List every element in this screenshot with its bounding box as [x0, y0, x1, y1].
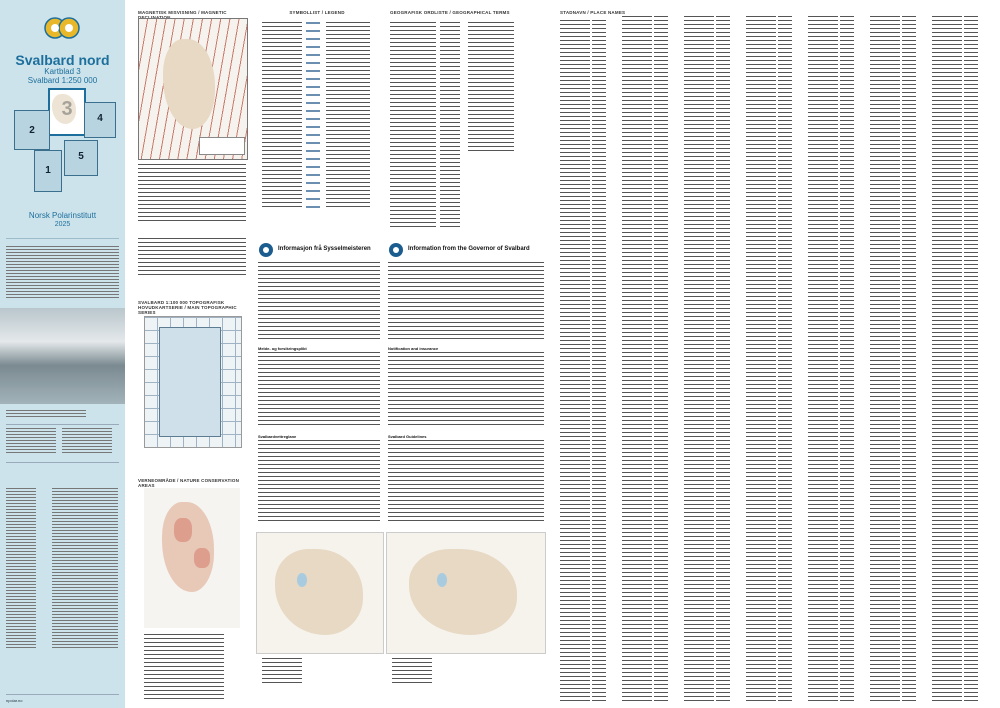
polar-institute-logo-icon: [44, 16, 80, 40]
topographic-series-panel: [138, 300, 248, 460]
svalbard-map-en: [386, 532, 546, 654]
sheet-1: 1: [34, 150, 62, 192]
info-title-en: Information from the Governor of Svalbard: [408, 246, 530, 252]
info-panel-norwegian: [256, 240, 382, 704]
sheet-2: 2: [14, 110, 50, 150]
cover-title: Svalbard nord: [15, 52, 110, 68]
cover-panel: [0, 0, 125, 708]
info-panel-english: [386, 240, 546, 704]
legend-title: SYMBOLLIST / LEGEND: [289, 10, 345, 15]
info-title-no: Informasjon frå Sysselmeisteren: [278, 246, 371, 252]
publisher-name: Norsk Polarinstitutt: [28, 211, 97, 220]
publication-year: 2025: [54, 221, 71, 228]
legend-panel: [262, 10, 372, 230]
section-title-en-1: Notification and insurance: [388, 346, 439, 351]
governor-badge-icon: [388, 242, 404, 258]
address-block: [6, 428, 56, 454]
sheet-4: 4: [84, 102, 116, 138]
logo: [44, 16, 80, 40]
gazetteer-title: GEOGRAFISK ORDLISTE / GEOGRAPHICAL TERMS: [390, 10, 510, 15]
svalbard-map-no: [256, 532, 384, 654]
conservation-panel: [138, 478, 248, 704]
magnetic-declination-title: MAGNETISK MISVISNING / MAGNETIC: [138, 10, 227, 15]
intro-text-block: [6, 246, 119, 300]
governor-badge-icon: [258, 242, 274, 258]
place-names-title: STADNAVN / PLACE NAMES: [560, 10, 626, 15]
section-title-no-1: Melde- og forsikringsplikt: [258, 346, 307, 351]
sheet-index: [10, 88, 118, 200]
sheet-5: 5: [64, 140, 98, 176]
place-names-panel: [560, 8, 996, 704]
section-title-no-2: Svalbardvettreglane: [258, 434, 297, 439]
magnetic-declination-panel: [138, 10, 246, 230]
conservation-map: [144, 488, 240, 628]
cover-photo: [0, 308, 125, 404]
cover-subtitle: Kartblad 3: [44, 67, 81, 76]
map-info-block: [6, 488, 36, 648]
cover-scale: Svalbard 1:250 000: [27, 76, 98, 85]
section-title-en-2: Svalbard Guidelines: [388, 434, 427, 439]
topographic-index-map: [144, 316, 242, 448]
topographic-series-title: SVALBARD 1:100 000 TOPOGRAFISK HOVUDKARTSERIE / MAIN TOPOGRAPHIC SERIES: [138, 300, 237, 315]
gazetteer-panel: [390, 10, 540, 230]
conservation-title: VERNEOMRÅDE / NATURE CONSERVATION AREAS: [138, 478, 240, 488]
declination-map: [138, 18, 248, 160]
website-link[interactable]: npolar.no: [6, 698, 23, 703]
